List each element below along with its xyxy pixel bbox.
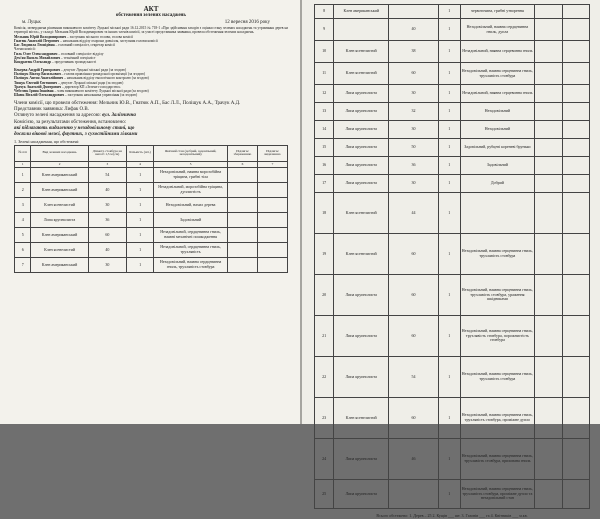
cell-empty — [562, 63, 590, 85]
cell-n: 21 — [315, 316, 334, 357]
table-row: 1 Клен американський 54 1 Незадовільний, наявна морозобійна тріщина, грибні тіла — [15, 167, 288, 182]
cell-diam: 60 — [389, 316, 439, 357]
cell-diam: 50 — [389, 139, 439, 157]
cell-diam: 36 — [389, 157, 439, 175]
cell-n: 20 — [315, 275, 334, 316]
cell-n: 22 — [315, 357, 334, 398]
cell-species: Липа крупнолиста — [334, 121, 389, 139]
table-row: 7 Клен американський 30 1 Незадовільний, наявна сердцевинна гниль, трухлявість стовбура — [15, 257, 288, 272]
act-title: АКТ — [143, 5, 159, 13]
cell-n: 8 — [315, 5, 334, 19]
cell-state: Незадовільний — [460, 103, 534, 121]
cell-n: 17 — [315, 175, 334, 193]
table-row: 4 Липа крупнолиста 36 1 Задовільний — [15, 212, 288, 227]
cell-state: Незадовільний, наявна серцевинна гниль, трухлявість стовбура — [460, 357, 534, 398]
cell-qty: 1 — [438, 193, 460, 234]
cell-species: Липа крупнолиста — [334, 316, 389, 357]
cell-diam — [389, 480, 439, 509]
site-line: Оглянуто зелені насадження за адресою: вул. Залізнична — [14, 113, 136, 119]
cell-state: Незадовільний, наявна сердцевинна гниль, дупла — [460, 19, 534, 41]
cell-empty — [535, 275, 563, 316]
present-members: Члени комісії, що провели обстеження: Мельник Ю.В., Гнатюк А.П., Бас Л.Л., Поліщук А.А., Трачук А.Д. — [14, 100, 241, 106]
cell-state: Незадовільний, наявна серцевинна гниль, трухлявість стовбура, порожнистість стовбура — [460, 316, 534, 357]
table-row — [315, 234, 590, 275]
cell-empty — [535, 121, 563, 139]
table-row — [315, 157, 590, 175]
col-header: Діаметр стовбура на висоті 1,3 м (см) — [88, 145, 126, 161]
member-line: Кондратюк Олександр – представник громадськості — [14, 60, 97, 65]
member-line: Гиль Олег Олександрович – головний спеціаліст відділу — [14, 51, 104, 56]
cell-species: Клен ясенелистий — [334, 63, 389, 85]
applicant-line: Представник заявника: Лифак О.В. — [14, 107, 89, 113]
cell-species: Липа крупнолиста — [334, 480, 389, 509]
table-header-row — [15, 145, 288, 161]
cell-state: Незадовільний — [460, 121, 534, 139]
cell-state: червоточина, грибні утворення — [460, 5, 534, 19]
cell-qty: 1 — [438, 103, 460, 121]
cell-qty: 1 — [438, 121, 460, 139]
col-header: Вид зелених насаджень — [31, 145, 88, 161]
table-row — [315, 480, 590, 509]
cell-empty — [562, 19, 590, 41]
cell-qty: 1 — [438, 175, 460, 193]
cell-diam: 30 — [389, 121, 439, 139]
col-header: Підлягає збереженню — [227, 145, 257, 161]
cell-species: Клен ясенелистий — [334, 41, 389, 63]
cell-empty — [562, 275, 590, 316]
cell-empty — [535, 5, 563, 19]
summary-line: Всього обстежено: 1. Дерев – 25 2. Кущів ___ шт. 3. Газонів ___ га 4. Квітників ___ м.кв. — [376, 513, 528, 518]
cell-empty — [562, 175, 590, 193]
cell-empty — [562, 121, 590, 139]
deputy-line: Поліщук Віктор Васильович – голова правління громадської організації (за згодою) — [14, 71, 146, 76]
cell-n: 18 — [315, 193, 334, 234]
table-row — [315, 398, 590, 439]
cell-qty: 1 — [438, 19, 460, 41]
table-row — [315, 63, 590, 85]
cell-species: Липа крупнолиста — [334, 439, 389, 480]
cell-qty: 1 — [438, 480, 460, 509]
cell-n: 9 — [315, 19, 334, 41]
cell-diam: 60 — [389, 63, 439, 85]
col-header: № п/п — [15, 145, 31, 161]
date: 12 вересня 2016 року — [224, 20, 270, 25]
cell-state: Незадовільний, наявна серцевинна гниль, трухлявість стовбура, ураження шкідниками — [460, 275, 534, 316]
cell-empty — [562, 316, 590, 357]
member-line: Дем'ян Василь Михайлович – технічний спеціаліст — [14, 56, 96, 61]
cell-diam: 44 — [389, 193, 439, 234]
cell-qty: 1 — [438, 316, 460, 357]
col-header: Кількість (шт.) — [126, 145, 153, 161]
table-row — [315, 121, 590, 139]
cell-species: Клен ясенелистий — [334, 398, 389, 439]
cell-diam: 30 — [389, 175, 439, 193]
cell-species — [334, 19, 389, 41]
member-line: Гнатюк Анатолій Петрович – начальник відділу охорони довкілля, заступник голови комісії — [14, 38, 158, 43]
cell-diam: 60 — [389, 234, 439, 275]
cell-empty — [535, 85, 563, 103]
deputy-line: Чебелюк Ірина Іванівна – член виконавчого комітету Луцької міської ради (за згодою) — [14, 89, 149, 94]
cell-diam: 54 — [389, 357, 439, 398]
cell-species: Клен американський — [334, 5, 389, 19]
table-row — [315, 139, 590, 157]
cell-diam: 32 — [389, 103, 439, 121]
cell-empty — [562, 439, 590, 480]
cell-species: Клен ясенелистий — [334, 234, 389, 275]
cell-state: Незадовільний, наявна серцевинна гниль, трухлявість стовбура, проміжне дупло — [460, 398, 534, 439]
right-page — [302, 0, 600, 518]
cell-qty: 1 — [438, 275, 460, 316]
cell-n: 12 — [315, 85, 334, 103]
cell-empty — [562, 234, 590, 275]
cell-empty — [535, 480, 563, 509]
cell-qty: 1 — [438, 63, 460, 85]
cell-qty: 1 — [438, 157, 460, 175]
cell-empty — [562, 398, 590, 439]
column-number-row: 1 2 3 4 5 6 7 — [15, 161, 288, 167]
deputy-line: Трачук Анатолій Дмитрович – директор КП «Зелене господарство» — [14, 84, 121, 89]
cell-diam: 40 — [389, 19, 439, 41]
cell-n: 16 — [315, 157, 334, 175]
cell-empty — [535, 398, 563, 439]
col-header: Якісний стан (добрий, задовільний, незадовільний) — [154, 145, 228, 161]
deputy-line: Шаюк Віталій Олександрович – заступник начальника управління (за згодою) — [14, 93, 138, 98]
table-row: 2 Клен американський 40 1 Незадовільний, морозобійна тріщина, дуплистість — [15, 182, 288, 197]
cell-species: Клен ясенелистий — [334, 193, 389, 234]
place: м. Луцьк — [22, 20, 41, 25]
cell-diam: 60 — [389, 398, 439, 439]
cell-empty — [535, 41, 563, 63]
cell-qty: 1 — [438, 234, 460, 275]
cell-qty: 1 — [438, 439, 460, 480]
col-header: Підлягає видаленню — [257, 145, 287, 161]
trees-table-left — [14, 145, 288, 273]
result-label: Комісією, за результатами обстеження, встановлено: — [14, 119, 127, 125]
table-row — [315, 439, 590, 480]
deputy-line: Кекерва Андрій Григорович – депутат Луцької міської ради (за згодою) — [14, 67, 127, 72]
deputy-line: Поліщук Антон Анатолійович – начальник відділу екологічного контролю (за згодою) — [14, 76, 149, 81]
cell-diam: 60 — [389, 275, 439, 316]
cell-qty: 1 — [438, 139, 460, 157]
cell-empty — [535, 234, 563, 275]
cell-empty — [535, 316, 563, 357]
intro-paragraph: Комісія, затверджена рішенням виконавчого комітету Луцької міської ради 16.12.2015 № 718-1 «Про здійснення заходів з оцінки стану зелених насаджень та утримання дерев на території міста», у складі: Мельник Юрій Володимирович та інших членів комісії, за участі представника заявника, провела обстеження зелених насаджень. — [14, 26, 288, 35]
table-row — [315, 5, 590, 19]
cell-qty: 1 — [438, 357, 460, 398]
cell-empty — [562, 5, 590, 19]
cell-empty — [562, 480, 590, 509]
cell-empty — [535, 19, 563, 41]
cell-empty — [562, 193, 590, 234]
result-text: які підлягають видаленню у незадовільному стані, що — [14, 125, 135, 131]
table-row — [315, 193, 590, 234]
members-list — [14, 35, 288, 65]
cell-n: 24 — [315, 439, 334, 480]
table-row: 5 Клен американський 60 1 Незадовільний, сердцевинна гниль, наявні механічні пошкодження — [15, 227, 288, 242]
cell-state: Незадовільний, наявна серцевинна гниль, трухлявість стовбура, проміжне дупло та незадовільний стан — [460, 480, 534, 509]
cell-empty — [535, 193, 563, 234]
cell-empty — [535, 103, 563, 121]
table-row — [315, 103, 590, 121]
table-row: 6 Клен ясенелистий 40 1 Незадовільний, сердцевинна гниль, трухлявість — [15, 242, 288, 257]
cell-state: Задовільний, рубцеві кореневі бруньки — [460, 139, 534, 157]
cell-state: Незадовільний, наявна серцевинна гниль — [460, 41, 534, 63]
cell-empty — [535, 357, 563, 398]
cell-species: Липа крупнолиста — [334, 139, 389, 157]
cell-empty — [562, 85, 590, 103]
table-row — [315, 85, 590, 103]
cell-diam: 38 — [389, 41, 439, 63]
cell-empty — [535, 63, 563, 85]
cell-empty — [535, 439, 563, 480]
cell-state: Незадовільний, наявна серцевинна гниль, трухлявість стовбура — [460, 234, 534, 275]
cell-empty — [535, 175, 563, 193]
cell-diam: 30 — [389, 85, 439, 103]
cell-qty: 1 — [438, 41, 460, 63]
members-label: Члени комісії: — [14, 47, 36, 52]
table-row — [315, 41, 590, 63]
cell-n: 25 — [315, 480, 334, 509]
cell-qty: 1 — [438, 5, 460, 19]
cell-empty — [562, 357, 590, 398]
cell-species: Липа крупнолиста — [334, 85, 389, 103]
cell-n: 19 — [315, 234, 334, 275]
cell-species: Липа крупнолиста — [334, 175, 389, 193]
cell-n: 13 — [315, 103, 334, 121]
cell-n: 10 — [315, 41, 334, 63]
cell-species: Липа крупнолиста — [334, 157, 389, 175]
member-line: Мельник Юрій Володимирович – заступник міського голови, голова комісії — [14, 34, 134, 39]
cell-species: Липа крупнолиста — [334, 357, 389, 398]
cell-n: 14 — [315, 121, 334, 139]
cell-empty — [535, 139, 563, 157]
cell-diam — [389, 5, 439, 19]
cell-state: Задовільний — [460, 157, 534, 175]
deputy-line: Тищук Євгеній Євгенович – депутат Луцької міської ради (за згодою) — [14, 80, 124, 85]
left-page — [0, 0, 300, 424]
cell-empty — [535, 157, 563, 175]
act-subtitle: обстеження зелених насаджень — [115, 13, 187, 18]
cell-species: Липа крупнолиста — [334, 275, 389, 316]
cell-empty — [562, 41, 590, 63]
cell-empty — [562, 157, 590, 175]
table-caption: 1. Зелені насадження, що обстежені: — [14, 138, 80, 144]
table-row: 3 Клен ясенелистий 30 1 Незадовільний, нахил дерева — [15, 197, 288, 212]
cell-qty: 1 — [438, 85, 460, 103]
cell-empty — [562, 139, 590, 157]
cell-empty — [562, 103, 590, 121]
table-row — [315, 316, 590, 357]
table-row — [315, 175, 590, 193]
cell-diam: 46 — [389, 439, 439, 480]
table-row — [315, 19, 590, 41]
member-line: Бас Людмила Леонідівна – головний спеціаліст, секретар комісії — [14, 43, 115, 48]
cell-state: Незадовільний, наявна серцевинна гниль, трухлявість стовбура, прихована гниль — [460, 439, 534, 480]
cell-state — [460, 193, 534, 234]
cell-n: 23 — [315, 398, 334, 439]
cell-species: Липа крупнолиста — [334, 103, 389, 121]
cell-qty: 1 — [438, 398, 460, 439]
cell-state: Добрий — [460, 175, 534, 193]
table-row — [315, 357, 590, 398]
trees-table-right — [314, 4, 590, 509]
result-text-2: досягли вікової межі, фаутних, з сухостійними гілками — [14, 132, 138, 138]
place-date-line — [14, 19, 288, 26]
deputies-list — [14, 68, 288, 98]
table-row — [315, 275, 590, 316]
cell-n: 15 — [315, 139, 334, 157]
cell-state: Незадовільний, наявна серцевинна гниль — [460, 85, 534, 103]
cell-n: 11 — [315, 63, 334, 85]
cell-state: Незадовільний, наявна серцевинна гниль, трухлявість стовбура — [460, 63, 534, 85]
